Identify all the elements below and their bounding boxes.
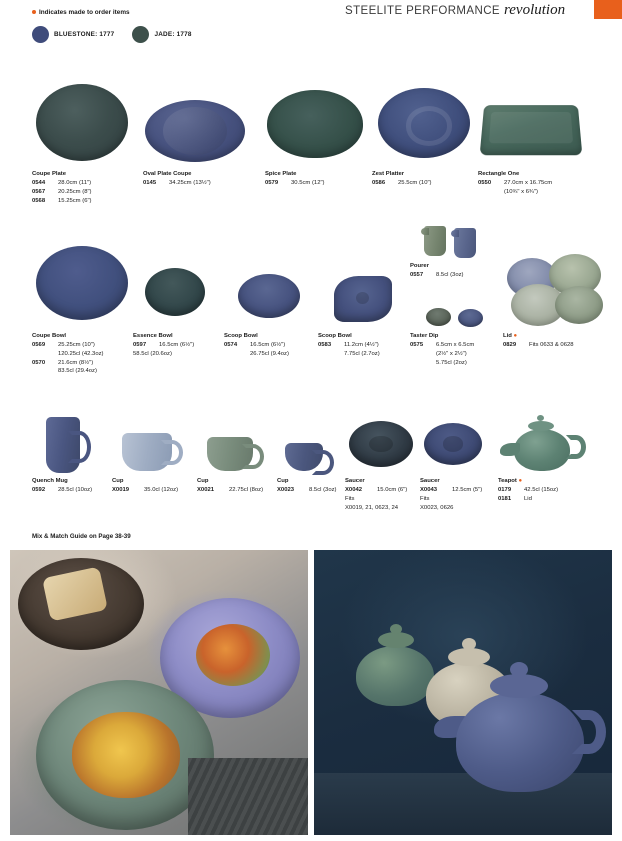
rectangle-one-image [478,78,598,170]
product-essence-bowl [133,232,225,359]
product-coupe-plate [32,78,142,205]
made-to-order-dot-icon: ● [513,333,518,339]
coupe-bowl-caption: Coupe Bowl 0569 25.25cm (10") 120.25cl (42.3oz) 0570 21.6cm (8½") 83.5cl (29.4oz) [32,332,132,376]
oval-plate-coupe-caption: Oval Plate Coupe 0145 34.25cm (13½") [143,170,253,188]
photo-napkin [188,758,308,835]
product-name: Coupe Plate [32,171,67,177]
product-name: Teapot ● [498,478,523,484]
zest-platter-image [372,78,482,170]
cup-3oz-caption: Cup X0023 8.5cl (3oz) [277,477,365,495]
photo-cream-teapot-knob [462,638,476,650]
jade-label: JADE: 1778 [154,31,192,38]
product-name: Cup [112,478,124,484]
product-name: Lid ● [503,333,518,339]
quench-mug-image [32,405,120,477]
essence-bowl-image [133,232,225,332]
cup-8oz-caption: Cup X0021 22.75cl (8oz) [197,477,285,495]
saucer-5in-caption: Saucer X0043 12.5cm (5") Fits X0023, 0626 [420,477,512,512]
product-name: Saucer [345,478,365,484]
color-swatch-jade [132,26,191,43]
made-to-order-note [32,9,130,16]
photo-blue-teapot-lid [490,674,548,698]
product-name: Cup [197,478,209,484]
zest-platter-caption: Zest Platter 0586 25.5cm (10") [372,170,482,188]
product-quench-mug [32,405,120,495]
teapot-image [498,405,608,477]
jade-chip-icon [132,26,149,43]
product-teapot [498,405,608,504]
lid-image [503,250,603,332]
product-name: Pourer [410,263,429,269]
product-scoop-bowl-small [318,232,410,359]
product-name: Spice Plate [265,171,297,177]
product-scoop-bowl-large [224,232,316,359]
scoop-bowl-large-caption: Scoop Bowl 0574 16.5cm (6½") 26.75cl (9.4oz) [224,332,316,359]
product-name: Oval Plate Coupe [143,171,192,177]
spice-plate-image [265,78,375,170]
product-lid [503,250,603,350]
essence-bowl-caption: Essence Bowl 0597 16.5cm (6½") 58.5cl (20.6oz) [133,332,225,359]
product-taster-dip [410,300,502,367]
product-name: Rectangle One [478,171,520,177]
photo-blue-teapot [456,692,584,792]
photo-food-in-green-bowl [72,712,180,798]
scoop-bowl-large-image [224,232,316,332]
quench-mug-caption: Quench Mug 0592 28.5cl (10oz) [32,477,120,495]
photo-table-surface [314,773,612,835]
product-name: Coupe Bowl [32,333,67,339]
photo-green-teapot-lid [378,632,414,648]
photo-blue-teapot-knob [510,662,528,677]
cup-12oz-caption: Cup X0019 35.0cl (12oz) [112,477,200,495]
bluestone-chip-icon [32,26,49,43]
coupe-bowl-image [32,232,132,332]
photo-food-in-purple-bowl [196,624,270,686]
product-name: Quench Mug [32,478,68,484]
taster-dip-image [410,300,502,332]
product-coupe-bowl [32,232,132,376]
product-zest-platter [372,78,482,188]
teapot-caption: Teapot ● 0179 42.5cl (15oz) 0181 Lid [498,477,608,504]
product-cup-8oz [197,405,285,495]
made-to-order-dot-icon: ● [518,478,523,484]
scoop-bowl-small-caption: Scoop Bowl 0583 11.2cm (4½") 7.75cl (2.7oz) [318,332,410,359]
lid-caption: Lid ● 0829 Fits 0633 & 0628 [503,332,603,350]
product-name: Cup [277,478,289,484]
taster-dip-caption: Taster Dip 0575 6.5cm x 6.5cm (2½" x 2½") 5.75cl (2oz) [410,332,502,367]
coupe-plate-caption: Coupe Plate 0544 28.0cm (11") 0567 20.25cm (8") 0568 15.25cm (6") [32,170,142,205]
made-to-order-dot-icon [32,10,36,14]
bluestone-label: BLUESTONE: 1777 [54,31,115,38]
product-cup-12oz [112,405,200,495]
mix-match-note: Mix & Match Guide on Page 38-39 [32,533,131,540]
photo-green-teapot-knob [390,624,402,634]
coupe-plate-image [32,78,142,170]
saucer-6in-caption: Saucer X0042 15.0cm (6") Fits X0019, 21, 0623, 24 [345,477,437,512]
product-name: Essence Bowl [133,333,173,339]
cup-8oz-image [197,405,285,477]
product-rectangle-one [478,78,598,197]
brand-revolution: revolution [503,2,566,18]
product-name: Taster Dip [410,333,439,339]
product-spice-plate [265,78,375,188]
product-name: Scoop Bowl [224,333,258,339]
product-pourer [410,222,502,280]
pourer-image [410,222,502,262]
rectangle-one-caption: Rectangle One 0550 27.0cm x 16.75cm (10¾" x 6¾") [478,170,598,197]
cup-12oz-image [112,405,200,477]
spice-plate-caption: Spice Plate 0579 30.5cm (12") [265,170,375,188]
color-legend [32,26,192,43]
scoop-bowl-small-image [318,232,410,332]
brand-lockup [345,2,565,19]
page-tab-marker [594,0,622,19]
color-swatch-bluestone [32,26,114,43]
photo-blue-teapot-handle [572,710,606,754]
made-to-order-text: Indicates made to order items [39,9,130,16]
product-name: Zest Platter [372,171,405,177]
lifestyle-photo-plated-food [10,550,308,835]
product-name: Scoop Bowl [318,333,352,339]
photo-cream-teapot-lid [448,648,490,666]
product-name: Saucer [420,478,440,484]
photo-green-teapot [356,646,434,706]
brand-performance: STEELITE PERFORMANCE [345,5,500,17]
product-oval-plate-coupe [143,78,253,188]
pourer-caption: Pourer 0557 8.5cl (3oz) [410,262,502,280]
lifestyle-photo-teapots [314,550,612,835]
oval-plate-coupe-image [143,78,253,170]
